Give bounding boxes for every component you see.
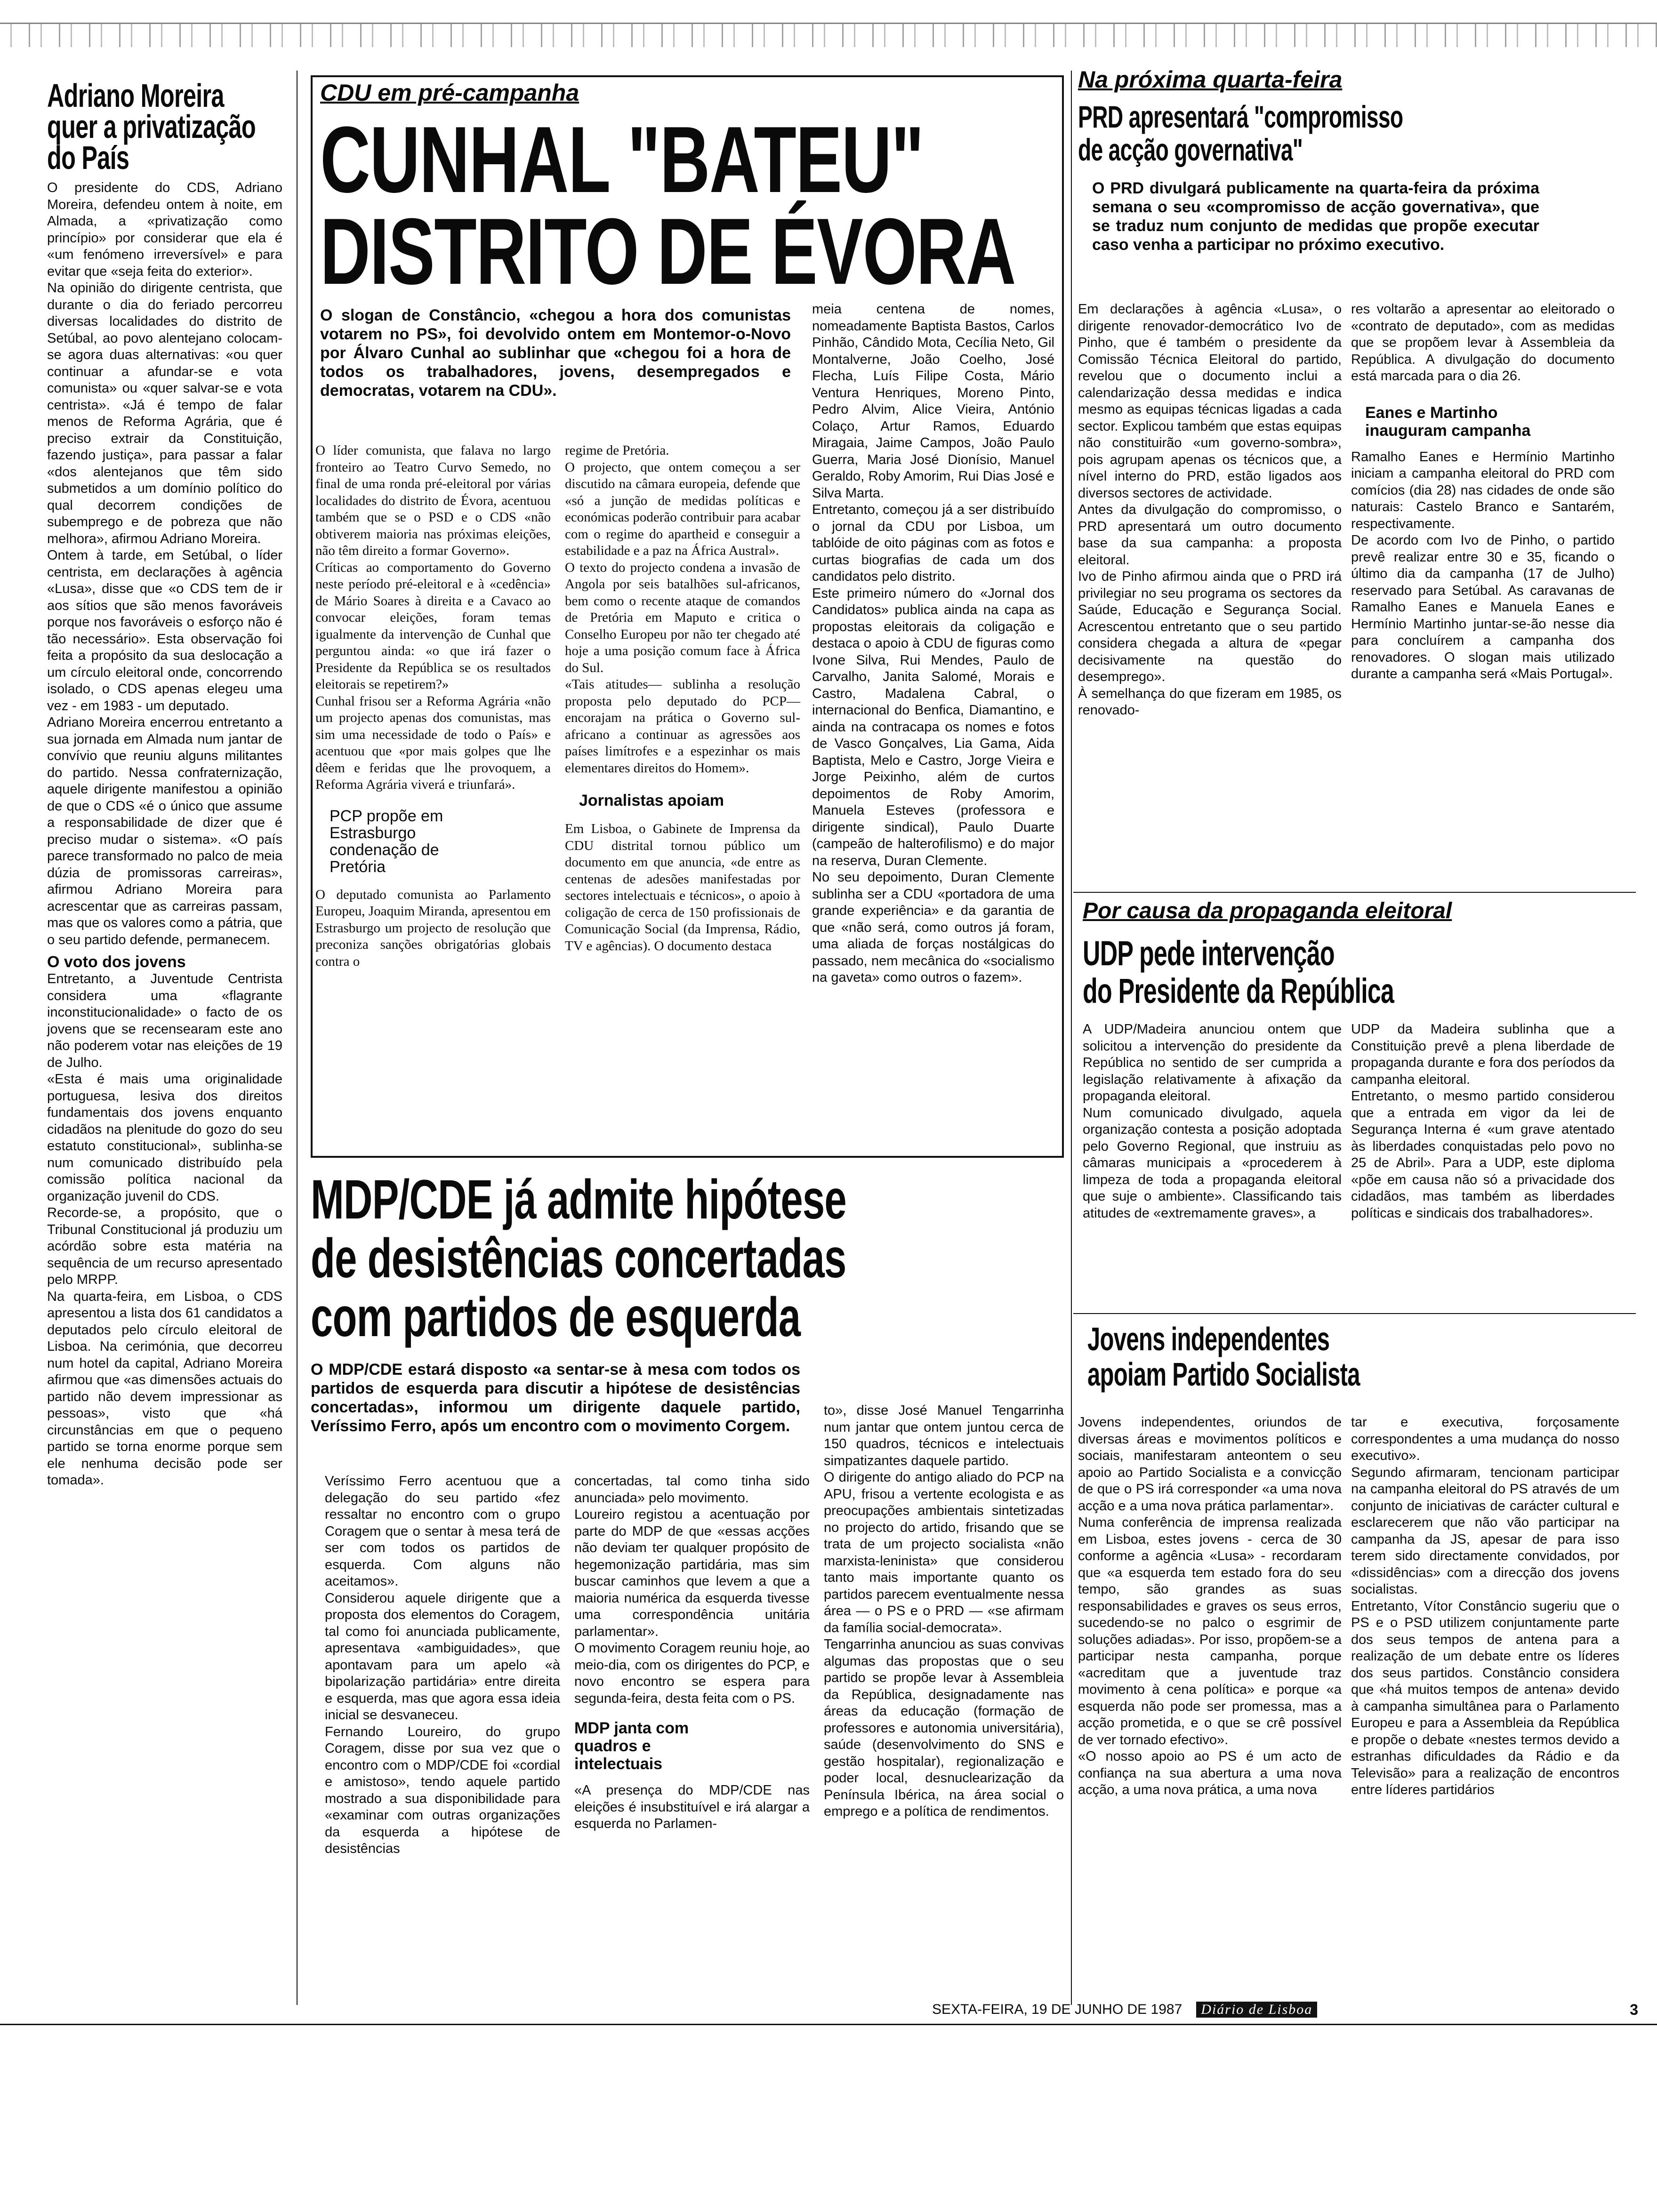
- cdu-headline-2: DISTRITO DE ÉVORA: [320, 199, 1015, 304]
- cdu-col-3: [812, 301, 1054, 986]
- mdp-headline-1: MDP/CDE já admite hipótese: [311, 1169, 846, 1231]
- udp-kicker: Por causa da propaganda eleitoral: [1083, 898, 1452, 923]
- jovens-headline-2: apoiam Partido Socialista: [1087, 1356, 1360, 1393]
- prd-headline-1: PRD apresentará "compromisso: [1078, 99, 1403, 134]
- cdu-col2b-text: Em Lisboa, o Gabinete de Imprensa da CDU distrital tornou público um documento em que anuncia, «de entre as centenas de adesões manifestadas por sectores intelectuais e técnicos», o apoio à coligação de cerca de 150 profissionais de Comunicação Social (da Imprensa, Rádio, TV e agências). O documento destaca: [565, 821, 800, 954]
- prd-col2-text: res voltarão a apresentar ao eleitorado o «contrato de deputado», com as medidas que se propõem levar à Assembleia da República. A divulgação do documento está marcada para o dia 26.: [1351, 302, 1615, 384]
- jovens-col1-text: Jovens independentes, oriundos de diversas áreas e movimentos políticos e sociais, manifestaram anteontem o seu apoio ao Partido Socialista e a convicção de que o PS irá corresponder «a uma nova acção e a uma nova prática parlamentar». Numa conferência de imprensa realizada em Lisboa, estes jovens - cerca de 30 conforme a agência «Lusa» - recordaram que «a esquerda tem estado fora do seu tempo, são grandes as suas responsabilidades e graves os seus erros, sucedendo-se no palco o esgrimir de soluções adiadas». Por isso, propõem-se a participar nesta campanha, porque «acreditam que a juventude traz movimento à cena política» e porque «a esquerda não pode ser promessa, mas a acção prometida, e o que se crê possível de ver tornado efectivo». «O nosso apoio ao PS é um acto de confiança na sua abertura a uma nova acção, a uma nova prática, a uma nova: [1078, 1415, 1342, 1797]
- footer-rule: [0, 2024, 1657, 2025]
- page-footer: [932, 2000, 1638, 2019]
- left-body-2: Entretanto, a Juventude Centrista considera uma «flagrante inconstitucionalidade» o facto de os jovens que se recensearam este ano não poderem votar nas eleições de 19 de Julho. «Esta é mais uma originalidade portuguesa, lesiva dos direitos fundamentais dos jovens enquanto cidadãos na plenitude do gozo do seu estatuto constitucional», sublinha-se num comunicado distribuído pela comissão política nacional da organização juvenil do CDS. Recorde-se, a propósito, que o Tribunal Constitucional já produziu um acórdão sobre esta matéria na sequência de um recurso apresentado pelo MRPP. Na quarta-feira, em Lisboa, o CDS apresentou a lista dos 61 candidatos a deputados pelo círculo eleitoral de Lisboa. Na cerimónia, que decorreu num hotel da capital, Adriano Moreira afirmou que «as dimensões actuais do partido não devem impressionar as pessoas», visto que «há circunstâncias em que o pequeno partido se torna enorme porque sem ele nenhuma decisão pode ser tomada».: [47, 971, 282, 1488]
- left-body-1: O presidente do CDS, Adriano Moreira, defendeu ontem à noite, em Almada, a «privatização como princípio» por considerar que ela é «um fenómeno irreversível» e para evitar que «seja feita do exterior». Na opinião do dirigente centrista, que durante o dia do feriado percorreu diversas localidades do distrito de Setúbal, ao povo alentejano colocam-se agora duas alternativas: «ou quer continuar a afundar-se e vota comunista» ou «quer salvar-se e vota centrista». «Já é tempo de falar menos de Reforma Agrária, que é preciso extrair da Constituição, fazendo justiça», para passar a falar «dos alentejanos que têm sido submetidos a um domínio político do qual decorrem condições de subemprego e de pobreza que não melhora», afirmou Adriano Moreira. Ontem à tarde, em Setúbal, o líder centrista, em declarações à agência «Lusa», disse que «o CDS tem de ir aos sítios que são menos favoráveis porque nos favoráveis o esforço não é tão necessário». Esta observação foi feita a propósito da sua deslocação a um círculo eleitoral onde, concorrendo isolado, o CDS apenas elegeu uma vez - em 1983 - um deputado. Adriano Moreira encerrou entretanto a sua jornada em Almada num jantar de convívio que reuniu alguns militantes do partido. Nessa confraternização, aquele dirigente manifestou a opinião de que o CDS «é o único que assume a responsabilidade de dizer que é preciso mudar o sistema». «O país parece transformado no palco de meia dúzia de promissoras carreiras», afirmou Adriano Moreira para acrescentar que as carreiras passam, mas que os valores como a pátria, que o seu partido defende, permanecem.: [47, 180, 282, 947]
- mdp-col3-text: to», disse José Manuel Tengarrinha num jantar que ontem juntou cerca de 150 quadros, técnicos e intelectuais simpatizantes daquele partido. O dirigente do antigo aliado do PCP na APU, frisou a vertente ecologista e as preocupações ambientais sintetizadas no projecto do artido, frisando que se trata de um projecto socialista «não marxista-leninista» que considerou tanto mais importante quanto os partidos parecem eventualmente nessa área — o PS e o PRD — «se afirmam da família social-democrata». Tengarrinha anunciou as suas convivas algumas das propostas que o seu partido se propõe levar à Assembleia da República, designadamente nas áreas da educação (formação de professores e autonomia universitária), saúde (desenvolvimento do SNS e gestão hospitalar), regionalização e poder local, desnuclearização da Península Ibérica, na área social o emprego e a política de rendimentos.: [824, 1403, 1064, 1819]
- mdp-headline-3: com partidos de esquerda: [311, 1286, 801, 1348]
- prd-col-2: [1351, 301, 1615, 683]
- udp-col-1: [1083, 1021, 1342, 1222]
- cdu-headline-1: CUNHAL "BATEU": [320, 107, 924, 212]
- footer-date: SEXTA-FEIRA, 19 DE JUNHO DE 1987: [932, 2002, 1182, 2017]
- prd-sub: Eanes e Martinho inauguram campanha: [1365, 403, 1531, 440]
- prd-lead: O PRD divulgará publicamente na quarta-feira da próxima semana o seu «compromisso de acção governativa», que se traduz num conjunto de medidas que propõe executar caso venha a participar no próximo executivo.: [1092, 179, 1539, 254]
- udp-headline-2: do Presidente da República: [1083, 971, 1394, 1010]
- prd-col1-text: Em declarações à agência «Lusa», o dirigente renovador-democrático Ivo de Pinho, que é também o presidente da Comissão Técnica Eleitoral do partido, revelou que o documento inclui a calendarização dessa medidas e indica mesmo as equipas técnicas ligadas a cada sector. Explicou também que estas equipas não constituirão «um governo-sombra», pois agrupam apenas os técnicos que, a nível interno do PRD, estão ligados aos diversos sectores de actividade. Antes da divulgação do compromisso, o PRD apresentará um outro documento base da sua campanha: a proposta eleitoral. Ivo de Pinho afirmou ainda que o PRD irá privilegiar no seu programa os sectores da Saúde, Educação e Segurança Social. Acrescentou entretanto que o seu partido considera chegada a altura de «pegar decisivamente na questão do desemprego». À semelhança do que fizeram em 1985, os renovado-: [1078, 302, 1342, 718]
- prd-headline-2: de acção governativa": [1078, 132, 1303, 167]
- udp-top-rule: [1073, 892, 1636, 893]
- left-column-divider: [297, 71, 298, 2005]
- jovens-col-1: [1078, 1414, 1342, 1799]
- right-column-divider: [1071, 71, 1072, 2005]
- left-article: [47, 77, 282, 2000]
- cdu-col1-text: O líder comunista, que falava no largo fronteiro ao Teatro Curvo Semedo, no final de uma ronda pré-eleitoral por várias localidades do distrito de Évora, acentuou também que se o PSD e o CDS «não obtiverem maioria nas próximas eleições, não têm direito a formar Governo». Críticas ao comportamento do Governo neste período pré-eleitoral e à «cedência» de Mário Soares à direita e a Cavaco ao convocar eleições, foram temas igualmente da intervenção de Cunhal que perguntou ainda: «o que irá fazer o Presidente da República se os resultados eleitorais se repetirem?» Cunhal frisou ser a Reforma Agrária «não um projecto apenas dos comunistas, mas sim uma necessidade de todo o País» e acentuou que «por mais golpes que lhe dêem e feridas que lhe provoquem, a Reforma Agrária viverá e triunfará».: [315, 443, 551, 792]
- udp-col-2: [1351, 1021, 1615, 1222]
- cdu-sub2: Jornalistas apoiam: [579, 792, 724, 809]
- udp-col1-text: A UDP/Madeira anunciou ontem que solicitou a intervenção do presidente da República no sentido de ser cumprida a legislação relativamente à afixação da propaganda eleitoral. Num comunicado divulgado, aquela organização contesta a posição adoptada pelo Governo Regional, que instruiu as câmaras municipais a «procederem à limpeza de toda a propaganda eleitoral que suje o ambiente». Classificando tais atitudes de «extremamente graves», a: [1083, 1022, 1342, 1221]
- left-headline-1: Adriano Moreira: [47, 77, 224, 114]
- jovens-col2-text: tar e executiva, forçosamente correspondentes a uma mudança do nosso executivo». Segundo afirmaram, tencionam participar na campanha eleitoral do PS através de um conjunto de iniciativas de carácter cultural e esclarecerem que não vão participar na campanha da JS, apesar de para isso terem sido directamente convidados, por «dissidências» com a direcção dos jovens socialistas. Entretanto, Vítor Constâncio sugeriu que o PS e o PSD utilizem conjuntamente parte dos seus tempos de antena para a realização de um debate entre os líderes dos seus partidos. Constâncio considera que «há muitos tempos de antena» devido à campanha simultânea para o Parlamento Europeu e para a Assembleia da República e propõe o debate «nestes termos devido a estranhas dificuldades da Rádio e da Televisão» para a realização de encontros entre líderes partidários: [1351, 1415, 1619, 1797]
- cdu-kicker: CDU em pré-campanha: [320, 80, 579, 106]
- cdu-col1b-text: O deputado comunista ao Parlamento Europeu, Joaquim Miranda, apresentou em Estrasburgo um projecto de resolução que preconiza sanções obrigatórias globais contra o: [315, 887, 551, 969]
- udp-headline-1: UDP pede intervenção: [1083, 934, 1335, 973]
- cdu-sub1: PCP propõe em Estrasburgo condenação de Pretória: [330, 807, 443, 876]
- cdu-col2-text: regime de Pretória. O projecto, que ontem começou a ser discutido na câmara europeia, defende que «só a junção de medidas políticas e económicas poderão contribuir para acabar com o regime do apartheid e conseguir a estabilidade e a paz na África Austral». O texto do projecto condena a invasão de Angola por seis batalhões sul-africanos, bem como o recente ataque de comandos de Pretória em Maputo e critica o Conselho Europeu por não ter chegado até hoje a uma posição comum face à África do Sul. «Tais atitudes— sublinha a resolução proposta pelo deputado do PCP— encorajam na prática o Governo sul-africano a continuar as agressões aos países limítrofes e a espezinhar os mais elementares direitos do Homem».: [565, 443, 800, 776]
- left-headline-3: do País: [47, 139, 129, 176]
- left-subhead: O voto dos jovens: [47, 953, 186, 971]
- mdp-headline-2: de desistências concertadas: [311, 1227, 846, 1290]
- footer-masthead: Diário de Lisboa: [1196, 2002, 1317, 2018]
- jovens-top-rule: [1073, 1313, 1636, 1314]
- top-border-strip: [0, 23, 1657, 47]
- cdu-col-2: [565, 442, 800, 954]
- mdp-lead: O MDP/CDE estará disposto «a sentar-se à mesa com todos os partidos de esquerda para discutir a hipótese de desistências concertadas», informou um dirigente daquele partido, Veríssimo Ferro, após um encontro com o movimento Corgem.: [311, 1361, 800, 1435]
- cdu-col3-text: meia centena de nomes, nomeadamente Baptista Bastos, Carlos Pinhão, Cândido Mota, Cecília Neto, Gil Montalverne, João Coelho, José Flecha, Luís Filipe Costa, Mário Ventura Henriques, Moreno Pinto, Pedro Alvim, Alice Vieira, António Colaço, Artur Ramos, Eduardo Miragaia, Jaime Campos, João Paulo Guerra, Maria José Dionísio, Manuel Geraldo, Roby Amorim, Rui Dias José e Silva Marta. Entretanto, começou já a ser distribuído o jornal da CDU por Lisboa, um tablóide de oito páginas com as fotos e curtas biografias de cada um dos candidatos pelo distrito. Este primeiro número do «Jornal dos Candidatos» publica ainda na capa as propostas eleitorais da coligação e destaca o apoio à CDU de figuras como Ivone Silva, Rui Mendes, Paulo de Carvalho, Janita Salomé, Morais e Castro, Madalena Cabral, o internacional do Benfica, Diamantino, e ainda na contracapa os nomes e fotos de Vasco Gonçalves, Lia Gama, Aida Baptista, Melo e Castro, Jorge Vieira e Jorge Peixinho, além de curtos depoimentos de Roby Amorim, Manuela Esteves (professora e dirigente sindical), Paulo Duarte (campeão de halterofilismo) e do major na reserva, Duran Clemente. No seu depoimento, Duran Clemente sublinha ser a CDU «portadora de uma grande experiência» e da garantia de que «não será, como outros já foram, uma aliada de forças nostálgicas do passado, nem mecânica do «socialismo na gaveta» como outros o fazem».: [812, 302, 1054, 985]
- udp-col2-text: UDP da Madeira sublinha que a Constituição prevê a plena liberdade de propaganda durante e fora dos períodos da campanha eleitoral. Entretanto, o mesmo partido considerou que a entrada em vigor da lei de Segurança Interna é «um grave atentado às liberdades conquistadas pelo povo no 25 de Abril». Para a UDP, este diploma «põe em causa não só a privacidade dos cidadãos, mas também as liberdades políticas e sindicais dos trabalhadores».: [1351, 1022, 1615, 1221]
- prd-col2b-text: Ramalho Eanes e Hermínio Martinho iniciam a campanha eleitoral do PRD com comícios (dia 28) nas cidades de onde são naturais: Castelo Branco e Santarém, respectivamente. De acordo com Ivo de Pinho, o partido prevê realizar entre 30 e 35, ficando o último dia da campanha (17 de Julho) reservado para Setúbal. As caravanas de Ramalho Eanes e Manuela Eanes e Hermínio Martinho juntar-se-ão nesse dia para concluírem a campanha dos renovadores. O slogan mais utilizado durante a campanha será «Mais Portugal».: [1351, 449, 1615, 681]
- left-headline-2: quer a privatização: [47, 108, 256, 145]
- cdu-col-1: [315, 442, 551, 970]
- mdp-sub: MDP janta com quadros e intelectuais: [574, 1719, 689, 1773]
- mdp-col2b-text: «A presença do MDP/CDE nas eleições é insubstituível e irá alargar a esquerda no Parlamen-: [574, 1783, 810, 1831]
- mdp-col1-text: Veríssimo Ferro acentuou que a delegação do seu partido «fez ressaltar no encontro com o grupo Coragem que o sentar à mesa terá de ser com todos os partidos de esquerda. Com alguns não aceitamos». Considerou aquele dirigente que a proposta dos elementos do Coragem, tal como foi anunciada publicamente, apresentava «ambiguidades», que apontavam para um apelo «à bipolarização partidária» entre direita e esquerda, mas que agora essa ideia inicial se desvaneceu. Fernando Loureiro, do grupo Coragem, disse por sua vez que o encontro com o MDP/CDE foi «cordial e amistoso», tendo aquele partido mostrado a sua disponibilidade para «examinar com outras organizações da esquerda a hipótese de desistências: [325, 1474, 560, 1856]
- mdp-col2-text: concertadas, tal como tinha sido anunciada» pelo movimento. Loureiro registou a acentuação por parte do MDP de que «essas acções não deviam ter qualquer propósito de hegemonização partidária, mas sim buscar caminhos que levem a que a maioria numérica da esquerda tivesse uma correspondência unitária parlamentar». O movimento Coragem reuniu hoje, ao meio-dia, com os dirigentes do PCP, e novo encontro se espera para segunda-feira, desta feita com o PS.: [574, 1474, 810, 1706]
- jovens-headline-1: Jovens independentes: [1087, 1321, 1330, 1357]
- mdp-col-2: [574, 1473, 810, 1833]
- jovens-col-2: [1351, 1414, 1619, 1799]
- mdp-col-1: [325, 1473, 560, 1858]
- footer-page-number: 3: [1630, 2001, 1638, 2018]
- mdp-col-3: [824, 1403, 1064, 1820]
- prd-col-1: [1078, 301, 1342, 719]
- prd-kicker: Na próxima quarta-feira: [1078, 66, 1343, 93]
- cdu-lead: O slogan de Constâncio, «chegou a hora dos comunistas votarem no PS», foi devolvido ontem em Montemor-o-Novo por Álvaro Cunhal ao sublinhar que «chegou foi a hora de todos os trabalhadores, jovens, desempregados e democratas, votarem na CDU».: [320, 306, 791, 400]
